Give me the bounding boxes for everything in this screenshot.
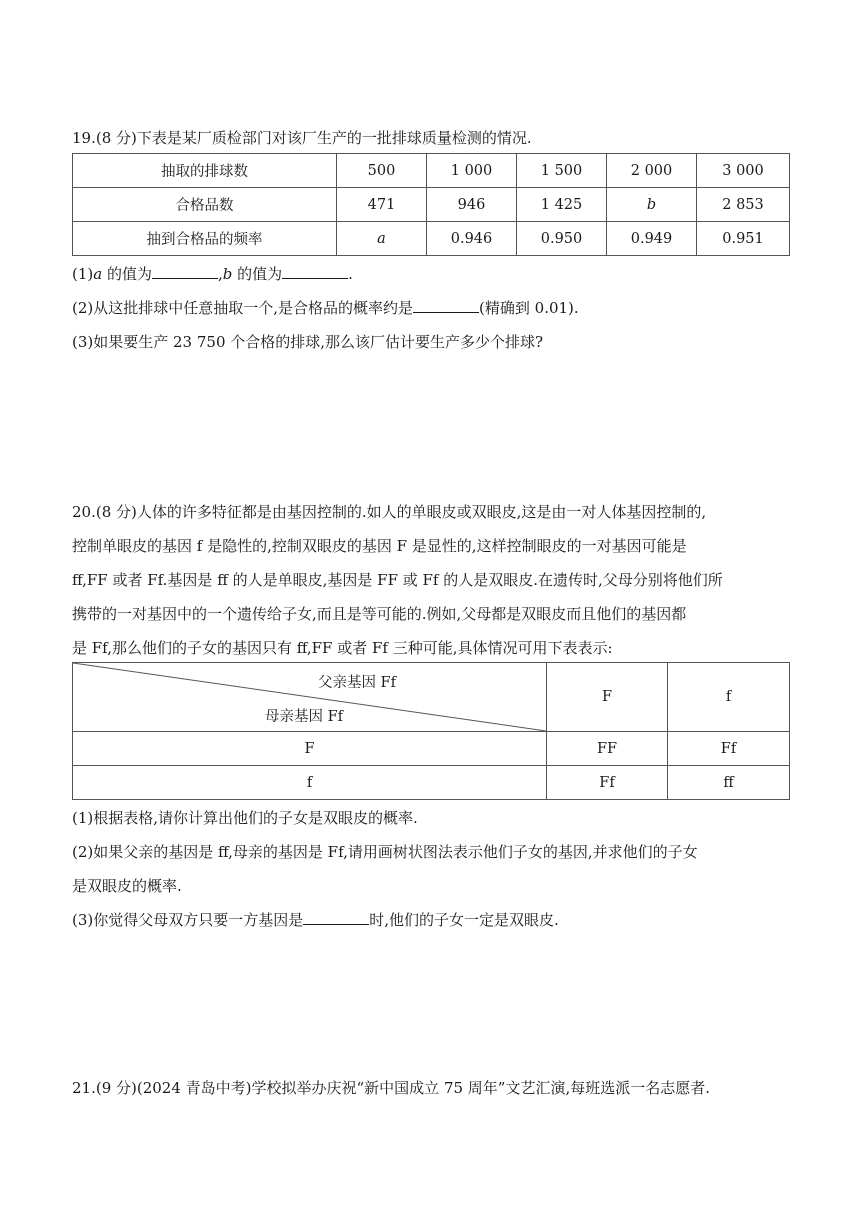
table-cell: 0.949 bbox=[607, 222, 697, 256]
table-cell: 0.946 bbox=[427, 222, 517, 256]
q19-table bbox=[72, 153, 790, 256]
answer-blank[interactable] bbox=[303, 910, 369, 925]
q20-text-line: 是 Ff,那么他们的子女的基因只有 ff,FF 或者 Ff 三种可能,具体情况可用下表表示: bbox=[72, 639, 613, 657]
q19-part1-text: 的值为 bbox=[102, 265, 152, 283]
diagonal-header-cell bbox=[73, 663, 547, 732]
q20-part3 bbox=[72, 910, 559, 930]
table-cell: 抽到合格品的频率 bbox=[73, 222, 337, 256]
answer-blank[interactable] bbox=[282, 264, 348, 279]
q20-part2-line: (2)如果父亲的基因是 ff,母亲的基因是 Ff,请用画树状图法表示他们子女的基因,并求他们的子女 bbox=[72, 843, 698, 861]
q20-part3-end: 时,他们的子女一定是双眼皮. bbox=[369, 911, 559, 929]
q20-part1: (1)根据表格,请你计算出他们的子女是双眼皮的概率. bbox=[72, 809, 418, 827]
table-cell: b bbox=[607, 188, 697, 222]
q20-text-line: ff,FF 或者 Ff.基因是 ff 的人是单眼皮,基因是 FF 或 Ff 的人是双眼皮.在遗传时,父母分别将他们所 bbox=[72, 571, 723, 589]
q20-text-line: 控制单眼皮的基因 f 是隐性的,控制双眼皮的基因 F 是显性的,这样控制眼皮的一对基因可能是 bbox=[72, 537, 687, 555]
table-cell: 1 425 bbox=[517, 188, 607, 222]
answer-blank[interactable] bbox=[152, 264, 218, 279]
table-row bbox=[73, 222, 790, 256]
table-cell: 2 000 bbox=[607, 154, 697, 188]
q20-table bbox=[72, 662, 790, 800]
table-cell: 1 500 bbox=[517, 154, 607, 188]
q19-part2 bbox=[72, 298, 579, 318]
table-row bbox=[73, 188, 790, 222]
table-cell: F bbox=[73, 732, 547, 766]
q19-part1-end: . bbox=[348, 265, 353, 283]
q20-part3-text: (3)你觉得父母双方只要一方基因是 bbox=[72, 911, 304, 929]
table-cell: 946 bbox=[427, 188, 517, 222]
table-cell: 抽取的排球数 bbox=[73, 154, 337, 188]
q19-part1-text2: 的值为 bbox=[232, 265, 283, 283]
table-row bbox=[73, 732, 790, 766]
table-cell: 471 bbox=[337, 188, 427, 222]
q19-part1 bbox=[72, 264, 353, 284]
mother-gene-label: 母亲基因 Ff bbox=[265, 709, 344, 725]
table-cell: 0.951 bbox=[697, 222, 790, 256]
table-cell: 500 bbox=[337, 154, 427, 188]
table-cell: a bbox=[337, 222, 427, 256]
table-cell: Ff bbox=[668, 732, 790, 766]
table-row bbox=[73, 154, 790, 188]
q19-part1-sep: , bbox=[217, 265, 223, 283]
q19-part2-text: (2)从这批排球中任意抽取一个,是合格品的概率约是 bbox=[72, 299, 414, 317]
q19-var-b: b bbox=[222, 265, 233, 283]
table-header-cell: f bbox=[668, 663, 790, 732]
table-cell: FF bbox=[547, 732, 668, 766]
table-cell: f bbox=[73, 766, 547, 800]
table-cell: 0.950 bbox=[517, 222, 607, 256]
table-cell: 3 000 bbox=[697, 154, 790, 188]
q20-text-line: 20.(8 分)人体的许多特征都是由基因控制的.如人的单眼皮或双眼皮,这是由一对人体基因控制的, bbox=[72, 503, 707, 521]
father-gene-label: 父亲基因 Ff bbox=[317, 675, 396, 691]
q19-part1-label: (1) bbox=[72, 265, 94, 283]
q20-part2-line: 是双眼皮的概率. bbox=[72, 877, 182, 895]
q21-text-line: 21.(9 分)(2024 青岛中考)学校拟举办庆祝“新中国成立 75 周年”文艺汇演,每班选派一名志愿者. bbox=[72, 1079, 711, 1097]
table-cell: 1 000 bbox=[427, 154, 517, 188]
table-cell: ff bbox=[668, 766, 790, 800]
q20-text-line: 携带的一对基因中的一个遗传给子女,而且是等可能的.例如,父母都是双眼皮而且他们的基因都 bbox=[72, 605, 687, 623]
q19-var-a: a bbox=[93, 265, 103, 283]
q19-part2-end: (精确到 0.01). bbox=[479, 299, 579, 317]
answer-blank[interactable] bbox=[413, 298, 479, 313]
q19-part3: (3)如果要生产 23 750 个合格的排球,那么该厂估计要生产多少个排球? bbox=[72, 333, 544, 351]
table-cell: Ff bbox=[547, 766, 668, 800]
table-row bbox=[73, 766, 790, 800]
table-cell: 合格品数 bbox=[73, 188, 337, 222]
table-row bbox=[73, 663, 790, 732]
q19-intro: 19.(8 分)下表是某厂质检部门对该厂生产的一批排球质量检测的情况. bbox=[72, 129, 532, 147]
table-header-cell: F bbox=[547, 663, 668, 732]
table-cell: 2 853 bbox=[697, 188, 790, 222]
